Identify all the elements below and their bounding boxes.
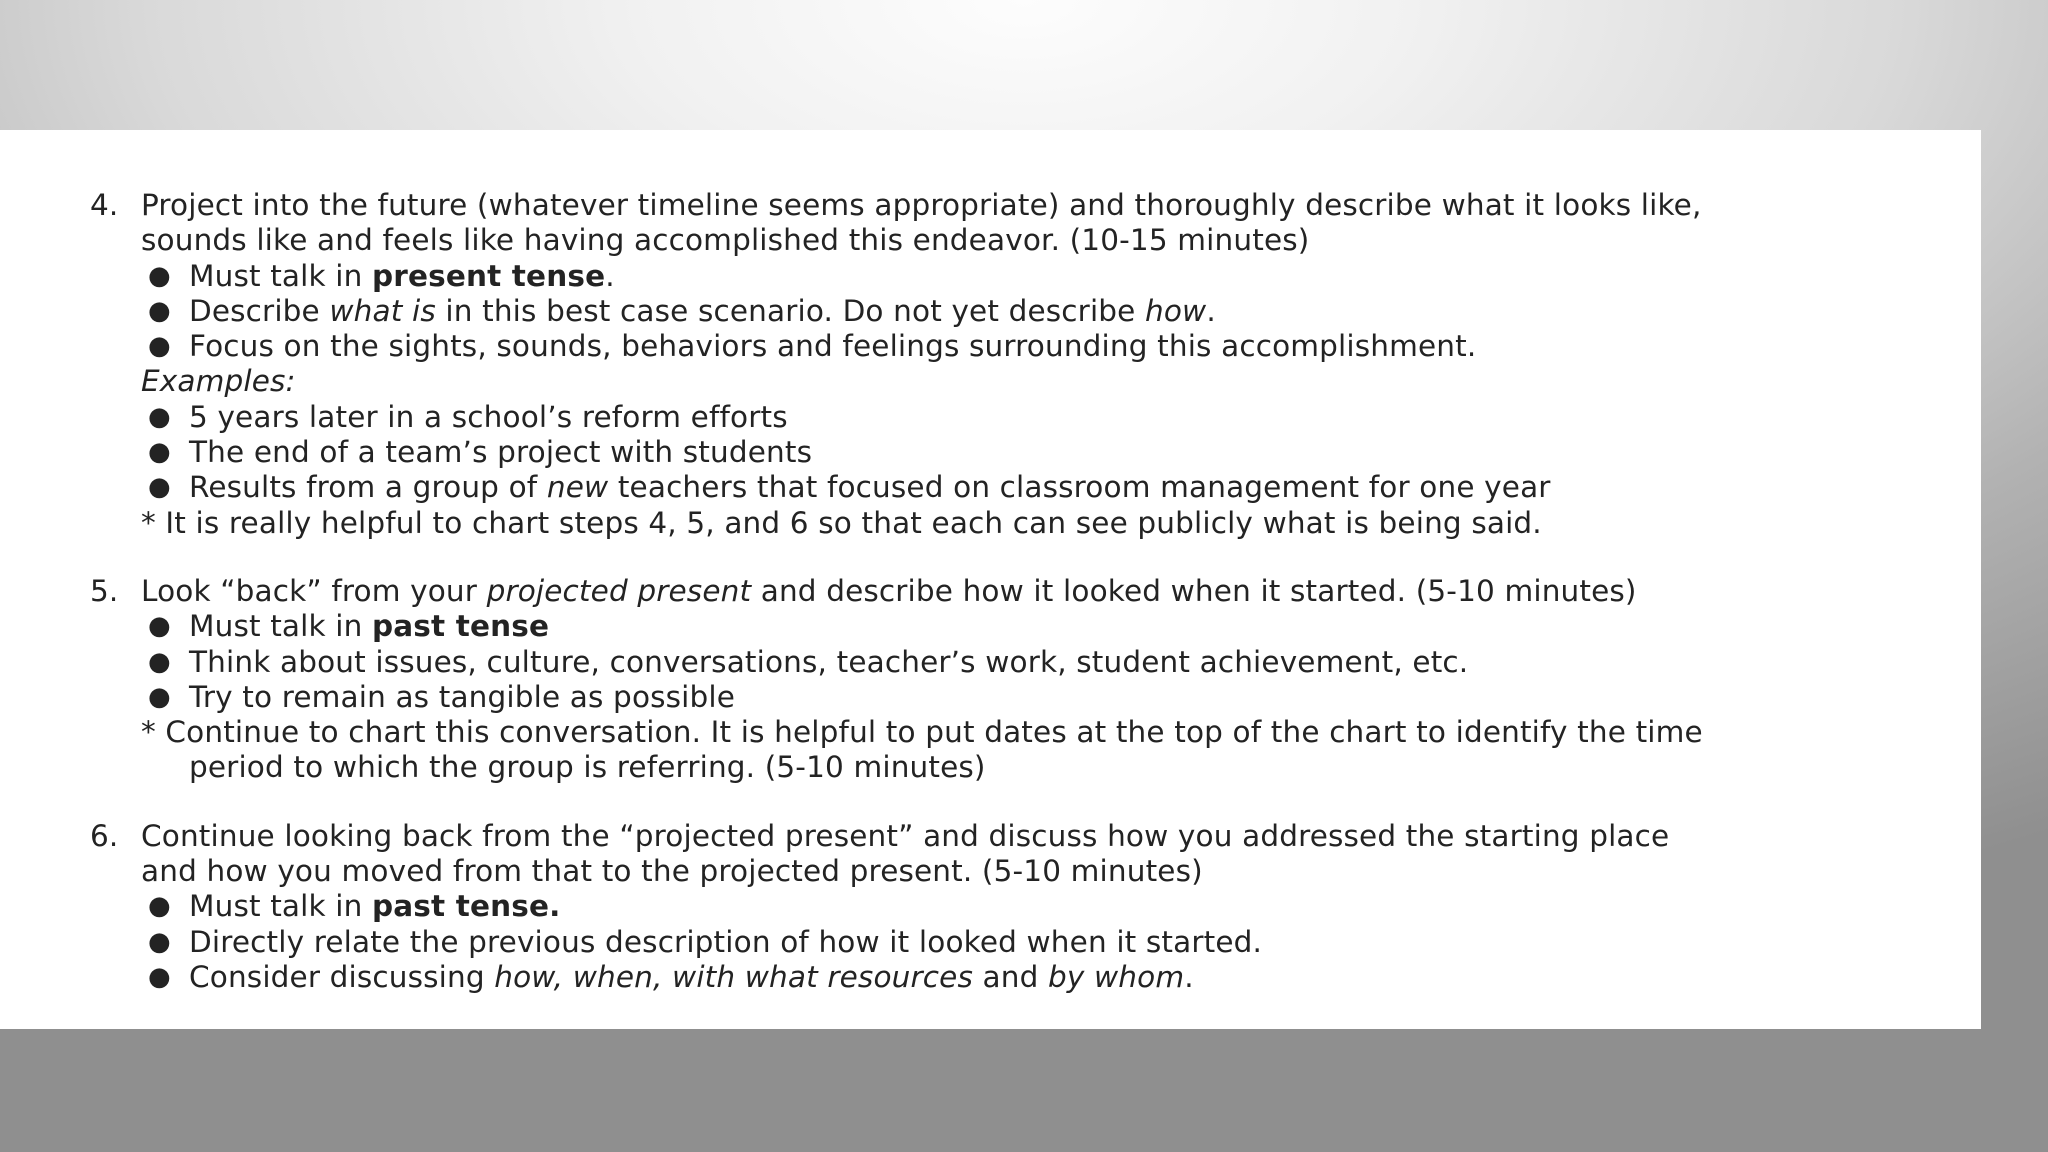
step-number: 5.	[90, 573, 119, 608]
bullet-icon: ●	[148, 260, 171, 291]
bullet-item: ● Must talk in present tense.	[148, 258, 615, 293]
bullet-item: ● Focus on the sights, sounds, behaviors and feelings surrounding this accomplishment.	[148, 329, 1477, 364]
bullet-icon: ●	[148, 891, 171, 922]
bullet-icon: ●	[148, 611, 171, 642]
step-text: and how you moved from that to the projected present. (5-10 minutes)	[141, 854, 1203, 889]
step-4	[90, 188, 1970, 541]
step-text: Continue looking back from the “projected present” and discuss how you addressed the starting place	[141, 818, 1670, 853]
bullet-icon: ●	[148, 331, 171, 362]
bullet-icon: ●	[148, 681, 171, 712]
example-item: ● 5 years later in a school’s reform efforts	[148, 399, 788, 434]
bullet-icon: ●	[148, 646, 171, 677]
bullet-icon: ●	[148, 961, 171, 992]
bullet-item: ● Must talk in past tense	[148, 609, 550, 644]
bullet-item: ● Try to remain as tangible as possible	[148, 679, 736, 714]
bullet-item: ● Think about issues, culture, conversations, teacher’s work, student achievement, etc.	[148, 644, 1469, 679]
step-note: * Continue to chart this conversation. It is helpful to put dates at the top of the chart to identify the time	[141, 715, 1703, 750]
bullet-item: ● Consider discussing how, when, with what resources and by whom.	[148, 959, 1194, 994]
example-item: ● Results from a group of new teachers that focused on classroom management for one year	[148, 470, 1551, 505]
bullet-icon: ●	[148, 437, 171, 468]
examples-label: Examples:	[141, 364, 296, 399]
slide-content-panel	[0, 130, 1981, 1029]
bullet-icon: ●	[148, 926, 171, 957]
step-note: * It is really helpful to chart steps 4, 5, and 6 so that each can see publicly what is being said.	[141, 505, 1542, 540]
bullet-icon: ●	[148, 401, 171, 432]
step-text: sounds like and feels like having accomplished this endeavor. (10-15 minutes)	[141, 223, 1310, 258]
step-line	[90, 188, 1970, 223]
step-note: period to which the group is referring. (5-10 minutes)	[189, 750, 986, 785]
bullet-icon: ●	[148, 472, 171, 503]
step-text: Project into the future (whatever timeline seems appropriate) and thoroughly describe what it looks like,	[141, 188, 1702, 222]
step-line	[90, 574, 1970, 609]
bullet-item: ● Describe what is in this best case scenario. Do not yet describe how.	[148, 293, 1216, 328]
example-item: ● The end of a team’s project with students	[148, 435, 813, 470]
step-text: Look “back” from your projected present and describe how it looked when it started. (5-10 minutes)	[141, 573, 1637, 608]
step-5	[90, 574, 1970, 786]
step-number: 4.	[90, 188, 119, 222]
bullet-item: ● Must talk in past tense.	[148, 889, 561, 924]
steps-list	[90, 188, 1970, 995]
step-number: 6.	[90, 818, 119, 853]
step-line	[90, 819, 1970, 854]
bullet-item: ● Directly relate the previous description of how it looked when it started.	[148, 924, 1263, 959]
step-6	[90, 819, 1970, 995]
bullet-icon: ●	[148, 295, 171, 326]
